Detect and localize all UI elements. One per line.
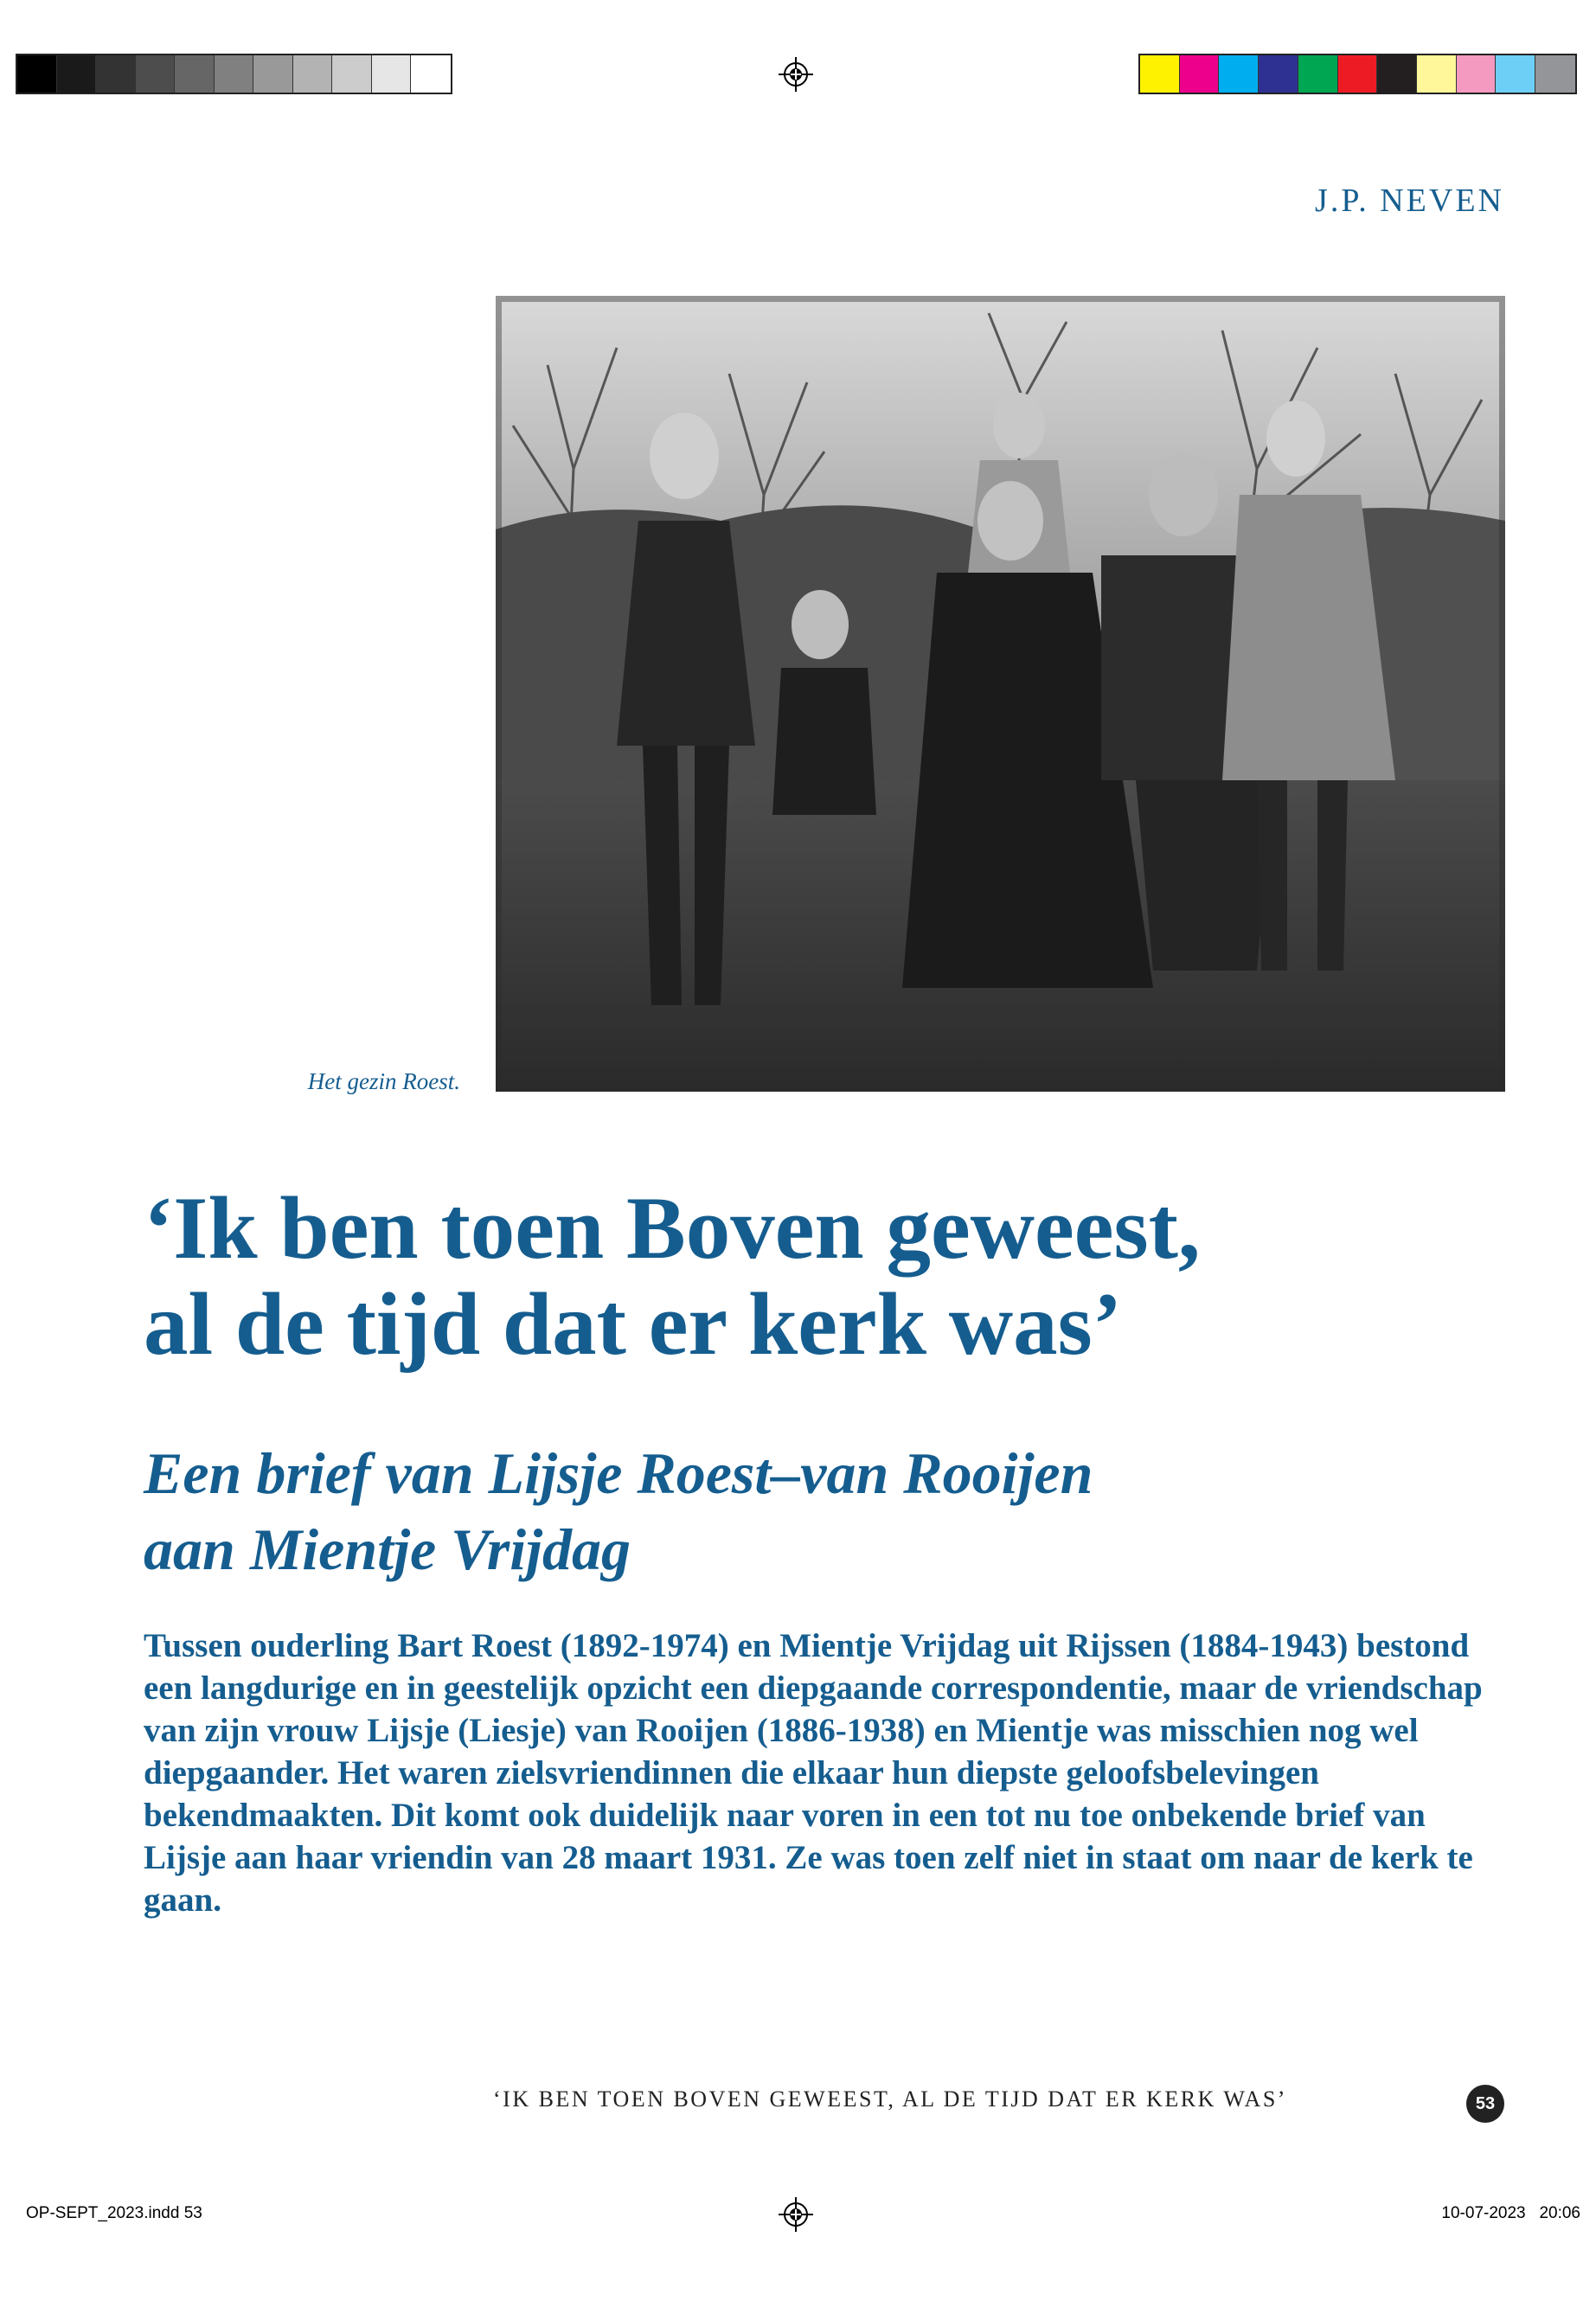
color-swatch xyxy=(1259,55,1298,93)
subtitle-line: aan Mientje Vrijdag xyxy=(144,1516,631,1582)
color-swatch xyxy=(1219,55,1259,93)
photo-caption: Het gezin Roest. xyxy=(307,1068,460,1094)
registration-mark-icon xyxy=(779,2197,813,2232)
family-photo xyxy=(496,296,1505,1092)
title-line: ‘Ik ben toen Boven geweest, xyxy=(144,1179,1201,1278)
color-swatch xyxy=(293,55,333,93)
color-swatch xyxy=(175,55,215,93)
color-swatch xyxy=(57,55,97,93)
color-swatch xyxy=(253,55,293,93)
article-subtitle xyxy=(144,1436,1528,1587)
color-swatch xyxy=(1496,55,1535,93)
color-swatch xyxy=(1377,55,1417,93)
slug-date: 10-07-2023 20:06 xyxy=(1441,2204,1580,2222)
color-swatch xyxy=(1535,55,1575,93)
article-intro: Tussen ouderling Bart Roest (1892-1974) en Mientje Vrijdag uit Rijssen (1884-1943) bestond een langdurige en in geestelijk opzicht een diepgaande correspondentie, maar de vriendschap van zijn vrouw Lijsje (Liesje) van Rooijen (1886-1938) en Mientje was misschien nog wel diepgaander. Het waren zielsvriendinnen die elkaar hun diepste geloofsbelevingen bekendmaakten. Dit komt ook duidelijk naar voren in een tot nu toe onbekende brief van Lijsje aan haar vriendin van 28 maart 1931. Ze was toen zelf niet in staat om naar de kerk te gaan. xyxy=(144,1627,1483,1919)
author-name: J.P. NEVEN xyxy=(1315,183,1504,219)
page-number: 53 xyxy=(1466,2085,1504,2123)
slug-file: OP-SEPT_2023.indd 53 xyxy=(26,2204,202,2222)
color-swatch xyxy=(1180,55,1220,93)
color-swatch xyxy=(372,55,412,93)
color-swatch xyxy=(136,55,176,93)
color-swatch xyxy=(17,55,57,93)
color-swatch xyxy=(96,55,136,93)
color-swatch xyxy=(1338,55,1378,93)
running-title: ‘IK BEN TOEN BOVEN GEWEEST, AL DE TIJD DAT ER KERK WAS’ xyxy=(493,2086,1287,2112)
subtitle-line: Een brief van Lijsje Roest–van Rooijen xyxy=(144,1440,1093,1506)
color-swatch xyxy=(411,55,451,93)
gray-calibration-bar xyxy=(16,54,452,94)
color-calibration-bar xyxy=(1138,54,1577,94)
family-photo-illustration xyxy=(496,296,1505,1092)
color-swatch xyxy=(1417,55,1457,93)
color-swatch xyxy=(1298,55,1338,93)
color-swatch xyxy=(332,55,372,93)
color-swatch xyxy=(1457,55,1497,93)
article-title xyxy=(144,1181,1528,1373)
color-swatch xyxy=(1140,55,1180,93)
color-swatch xyxy=(215,55,254,93)
registration-mark-icon xyxy=(779,57,813,92)
title-line: al de tijd dat er kerk was’ xyxy=(144,1275,1123,1375)
